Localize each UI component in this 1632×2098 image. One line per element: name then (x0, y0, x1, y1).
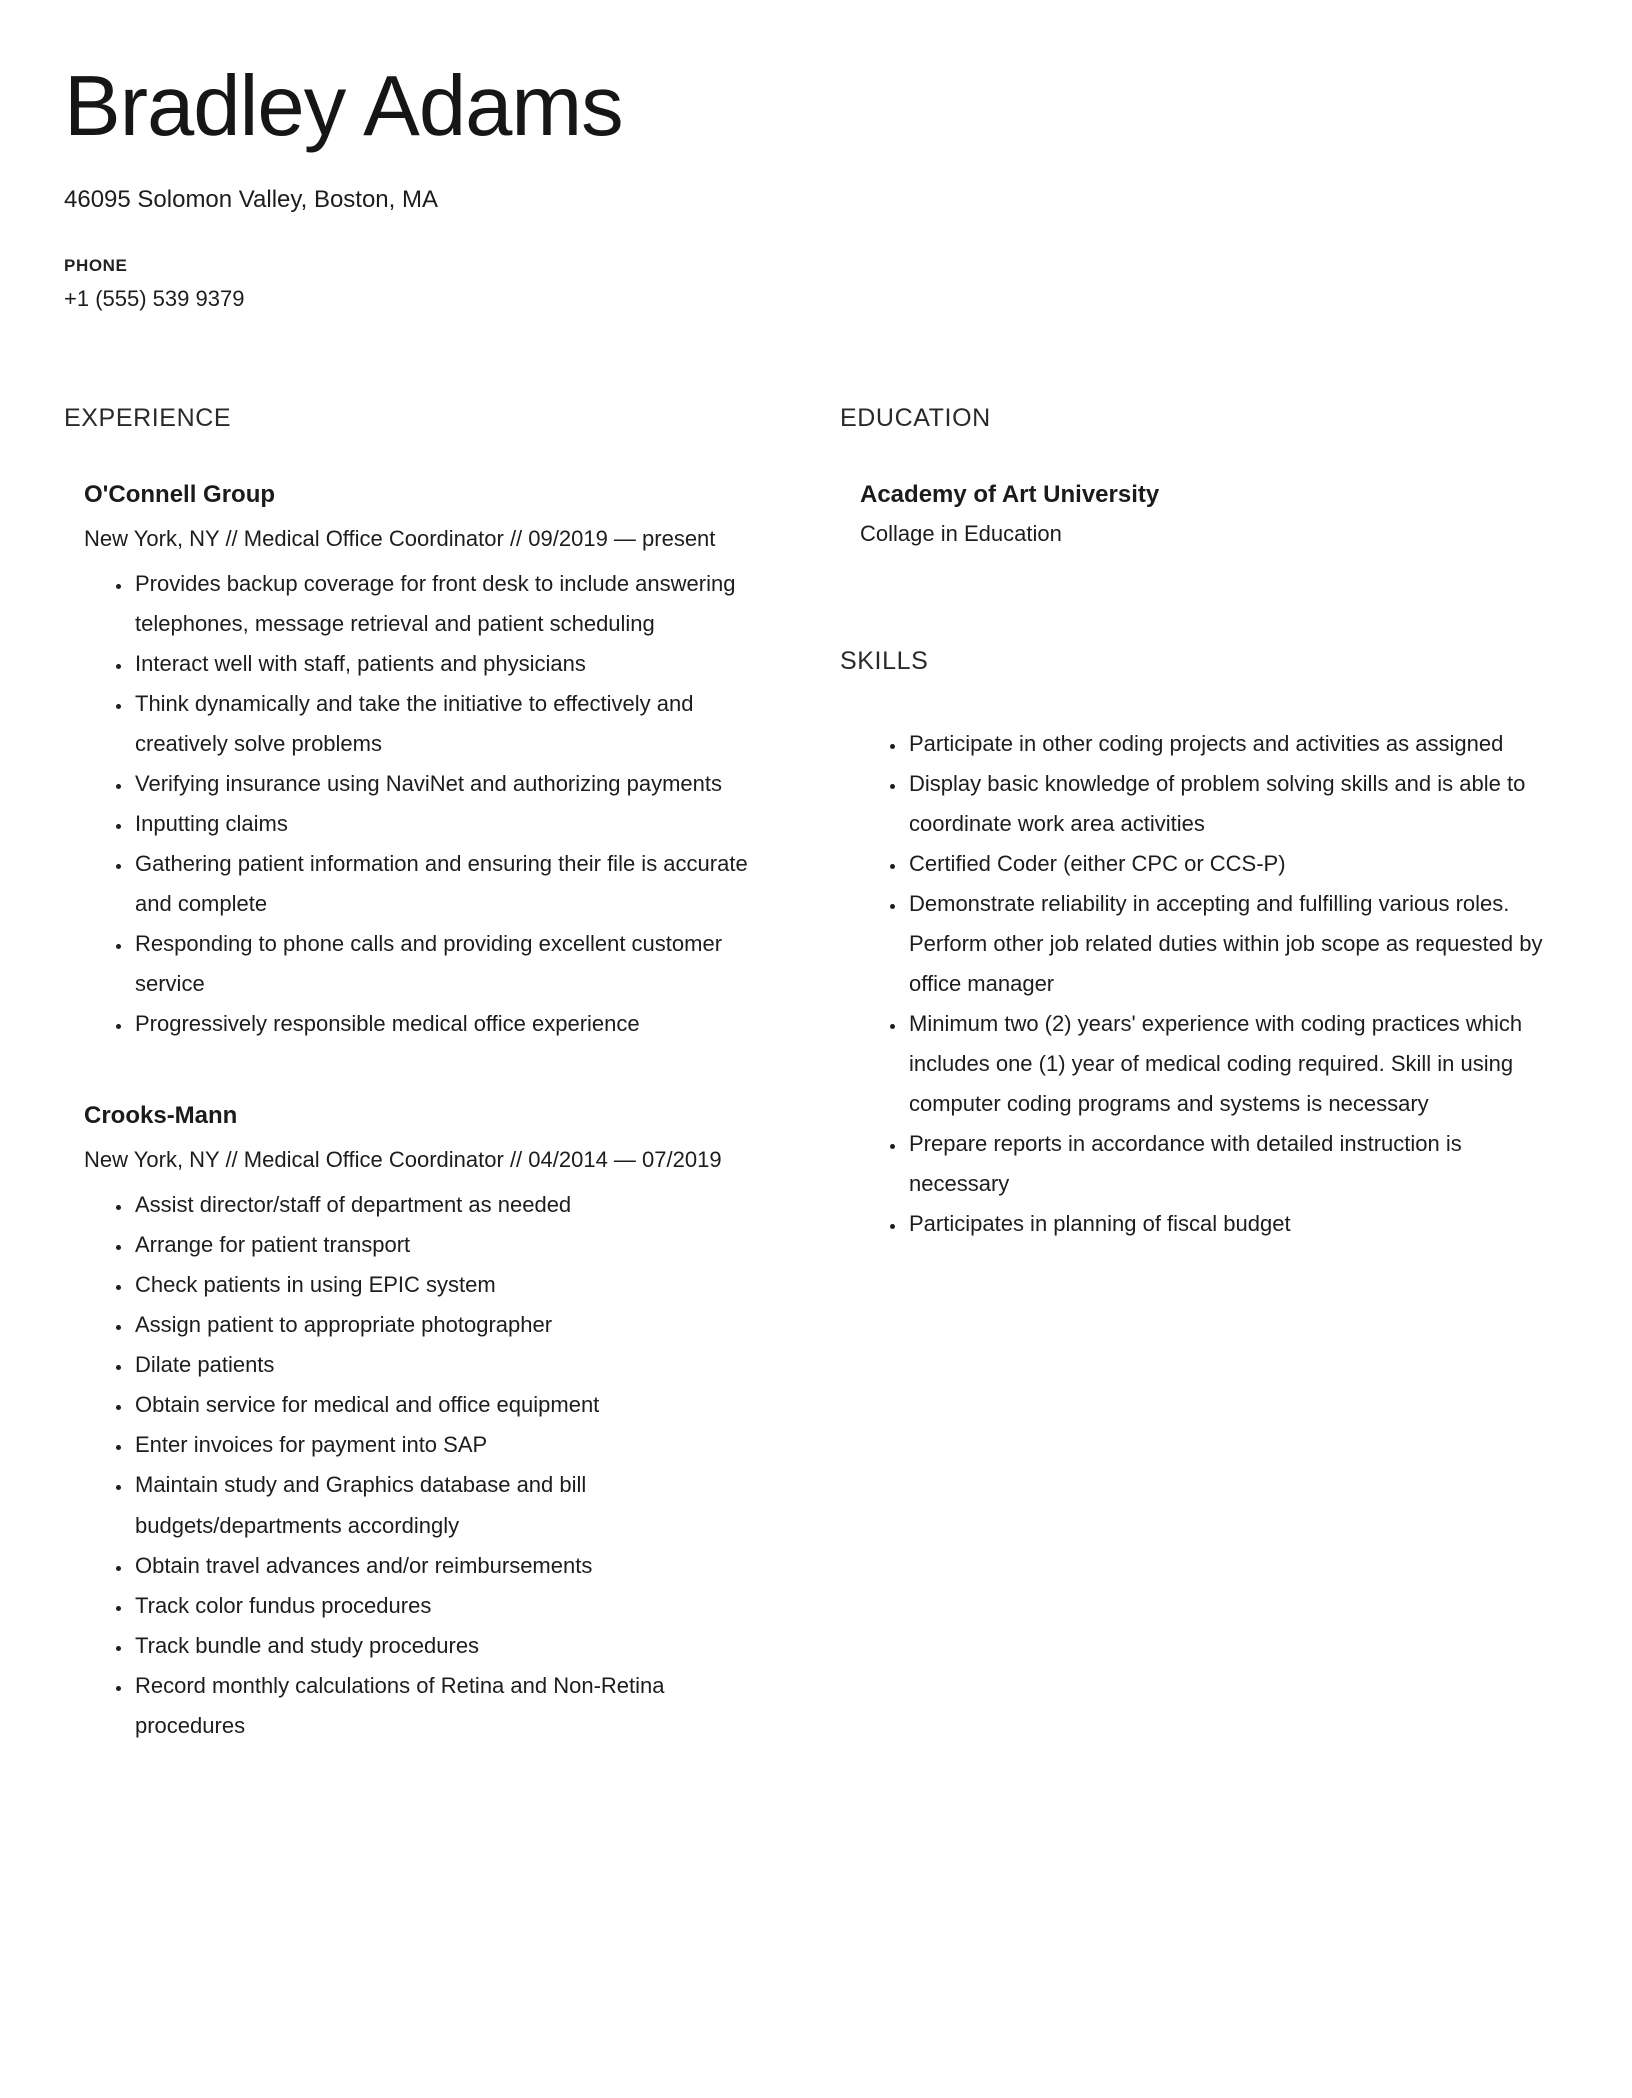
resume-header (64, 60, 1562, 312)
bullet-item: • Responding to phone calls and providing excellent customer service (133, 924, 764, 1004)
bullet-item: • Obtain service for medical and office equipment (133, 1385, 764, 1425)
job-bullet-list (84, 564, 764, 1044)
education-section (840, 404, 1562, 547)
experience-section (64, 404, 764, 1746)
bullet-item: • Demonstrate reliability in accepting and fulfilling various roles. Perform other job related duties within job scope as requested by office manager (907, 884, 1562, 1004)
job-entry-oconnell (84, 481, 764, 1045)
bullet-item: • Dilate patients (133, 1345, 764, 1385)
school-name: Academy of Art University (860, 480, 1160, 508)
bullet-item: • Participates in planning of fiscal budget (907, 1204, 1562, 1244)
bullet-item: • Progressively responsible medical office experience (133, 1004, 764, 1044)
bullet-item: • Interact well with staff, patients and physicians (133, 644, 764, 684)
left-column (64, 404, 764, 1746)
job-bullet-list (84, 1185, 764, 1745)
job-entry-crooks-mann (84, 1102, 764, 1746)
bullet-item: • Assist director/staff of department as needed (133, 1185, 764, 1225)
company-name: O'Connell Group (84, 480, 276, 508)
bullet-item: • Arrange for patient transport (133, 1225, 764, 1265)
education-entry (860, 481, 1562, 547)
degree: Collage in Education (860, 520, 1062, 546)
bullet-item: • Track color fundus procedures (133, 1586, 764, 1626)
job-meta: New York, NY // Medical Office Coordinator // 04/2014 — 07/2019 (84, 1147, 722, 1173)
bullet-item: • Certified Coder (either CPC or CCS-P) (907, 844, 1562, 884)
candidate-name: Bradley Adams (64, 59, 623, 154)
bullet-item: • Minimum two (2) years' experience with coding practices which includes one (1) year of medical coding required. Skill in using computer coding programs and systems is necessary (907, 1004, 1562, 1124)
bullet-item: • Think dynamically and take the initiative to effectively and creatively solve problems (133, 684, 764, 764)
bullet-item: • Inputting claims (133, 804, 764, 844)
bullet-item: • Track bundle and study procedures (133, 1626, 764, 1666)
right-column (840, 404, 1562, 1244)
bullet-item: • Prepare reports in accordance with detailed instruction is necessary (907, 1124, 1562, 1204)
bullet-item: • Check patients in using EPIC system (133, 1265, 764, 1305)
experience-section-title: EXPERIENCE (64, 403, 232, 432)
bullet-item: • Participate in other coding projects and activities as assigned (907, 724, 1562, 764)
bullet-item: • Maintain study and Graphics database and bill budgets/departments accordingly (133, 1465, 764, 1545)
bullet-item: • Record monthly calculations of Retina and Non-Retina procedures (133, 1666, 764, 1746)
phone-number: +1 (555) 539 9379 (64, 285, 245, 311)
bullet-item: • Gathering patient information and ensuring their file is accurate and complete (133, 844, 764, 924)
bullet-item: • Enter invoices for payment into SAP (133, 1425, 764, 1465)
skills-bullet-list (840, 724, 1562, 1244)
bullet-item: • Provides backup coverage for front desk to include answering telephones, message retrieval and patient scheduling (133, 564, 764, 644)
company-name: Crooks-Mann (84, 1102, 238, 1130)
bullet-item: • Obtain travel advances and/or reimbursements (133, 1546, 764, 1586)
phone-label: PHONE (64, 255, 128, 275)
skills-section (840, 647, 1562, 1244)
education-section-title: EDUCATION (840, 403, 991, 432)
skills-section-title: SKILLS (840, 646, 929, 675)
resume-body (64, 404, 1562, 1746)
candidate-address: 46095 Solomon Valley, Boston, MA (64, 185, 438, 213)
bullet-item: • Display basic knowledge of problem solving skills and is able to coordinate work area activities (907, 764, 1562, 844)
bullet-item: • Verifying insurance using NaviNet and authorizing payments (133, 764, 764, 804)
job-meta: New York, NY // Medical Office Coordinator // 09/2019 — present (84, 525, 716, 551)
bullet-item: • Assign patient to appropriate photographer (133, 1305, 764, 1345)
